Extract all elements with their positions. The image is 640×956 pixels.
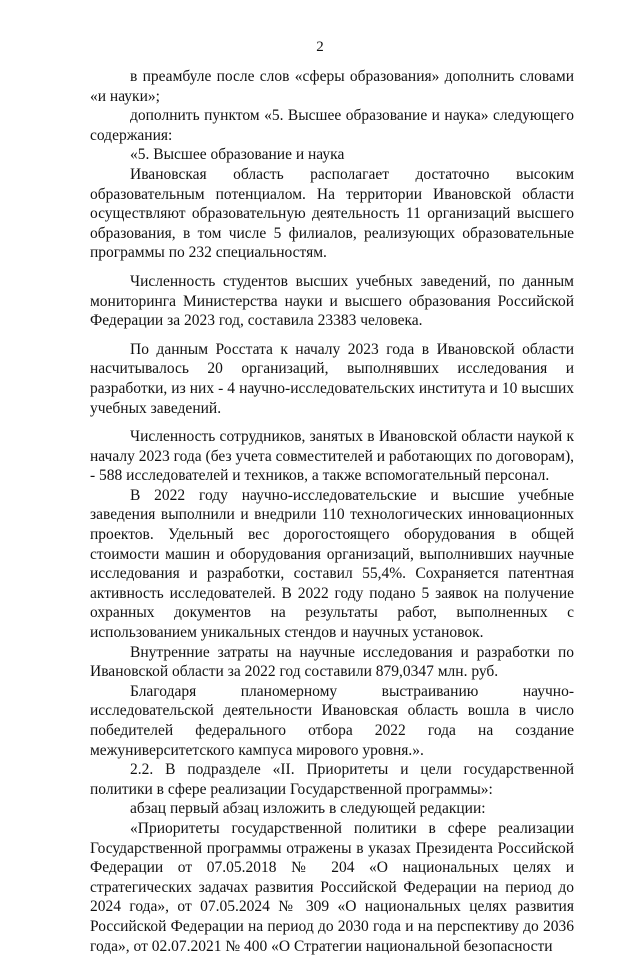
paragraph: Благодаря планомерному выстраиванию научно-исследовательской деятельности Ивановская область вошла в число победителей федерального отбора 2022 года на создание межуниверситетского кампуса мирового уровня.». — [90, 682, 574, 759]
document-body — [90, 67, 574, 956]
paragraph: абзац первый абзац изложить в следующей редакции: — [130, 800, 486, 818]
paragraph: в преамбуле после слов «сферы образования» дополнить словами «и науки»; — [90, 68, 574, 105]
paragraph: По данным Росстата к началу 2023 года в Ивановской области насчитывалось 20 организаций, выполнявших исследования и разработки, из них - 4 научно-исследовательских института и 10 высших учебных заведений. — [90, 340, 574, 417]
paragraph: дополнить пунктом «5. Высшее образование и наука» следующего содержания: — [90, 107, 574, 144]
paragraph: 2.2. В подразделе «II. Приоритеты и цели государственной политики в сфере реализации Государственной программы»: — [90, 761, 574, 798]
paragraph: Численность сотрудников, занятых в Ивановской области наукой к началу 2023 года (без учета совместителей и работающих по договорам), - 588 исследователей и техников, а также вспомогательный персонал. — [90, 428, 574, 485]
section-heading: «5. Высшее образование и наука — [130, 146, 345, 164]
paragraph: В 2022 году научно-исследовательские и высшие учебные заведения выполнили и внедрили 110 технологических инновационных проектов. Удельный вес дорогостоящего оборудования в общей стоимости машин и оборудования организаций, выполнивших научные исследования и разработки, составил 55,4%. Сохраняется патентная активность исследователей. В 2022 году подано 5 заявок на получение охранных документов на результаты работ, выполненных с использованием уникальных стендов и научных установок. — [90, 486, 574, 642]
page-number: 2 — [316, 39, 324, 55]
paragraph: Внутренние затраты на научные исследования и разработки по Ивановской области за 2022 год составили 879,0347 млн. руб. — [90, 643, 574, 681]
paragraph: «Приоритеты государственной политики в сфере реализации Государственной программы отражены в указах Президента Российской Федерации от 07.05.2018 № 204 «О национальных целях и стратегических задачах развития Российской Федерации на период до 2024 года», от 07.05.2024 № 309 «О национальных целях развития Российской Федерации на период до 2030 года и на перспективу до 2036 года», от 02.07.2021 № 400 «О Стратегии национальной безопасности — [90, 819, 574, 955]
paragraph: Численность студентов высших учебных заведений, по данным мониторинга Министерства науки и высшего образования Российской Федерации за 2023 год, составила 23383 человека. — [90, 272, 574, 330]
paragraph: Ивановская область располагает достаточно высоким образовательным потенциалом. На территории Ивановской области осуществляют образовательную деятельность 11 организаций высшего образования, в том числе 5 филиалов, реализующих образовательные программы по 232 специальностям. — [90, 165, 574, 262]
